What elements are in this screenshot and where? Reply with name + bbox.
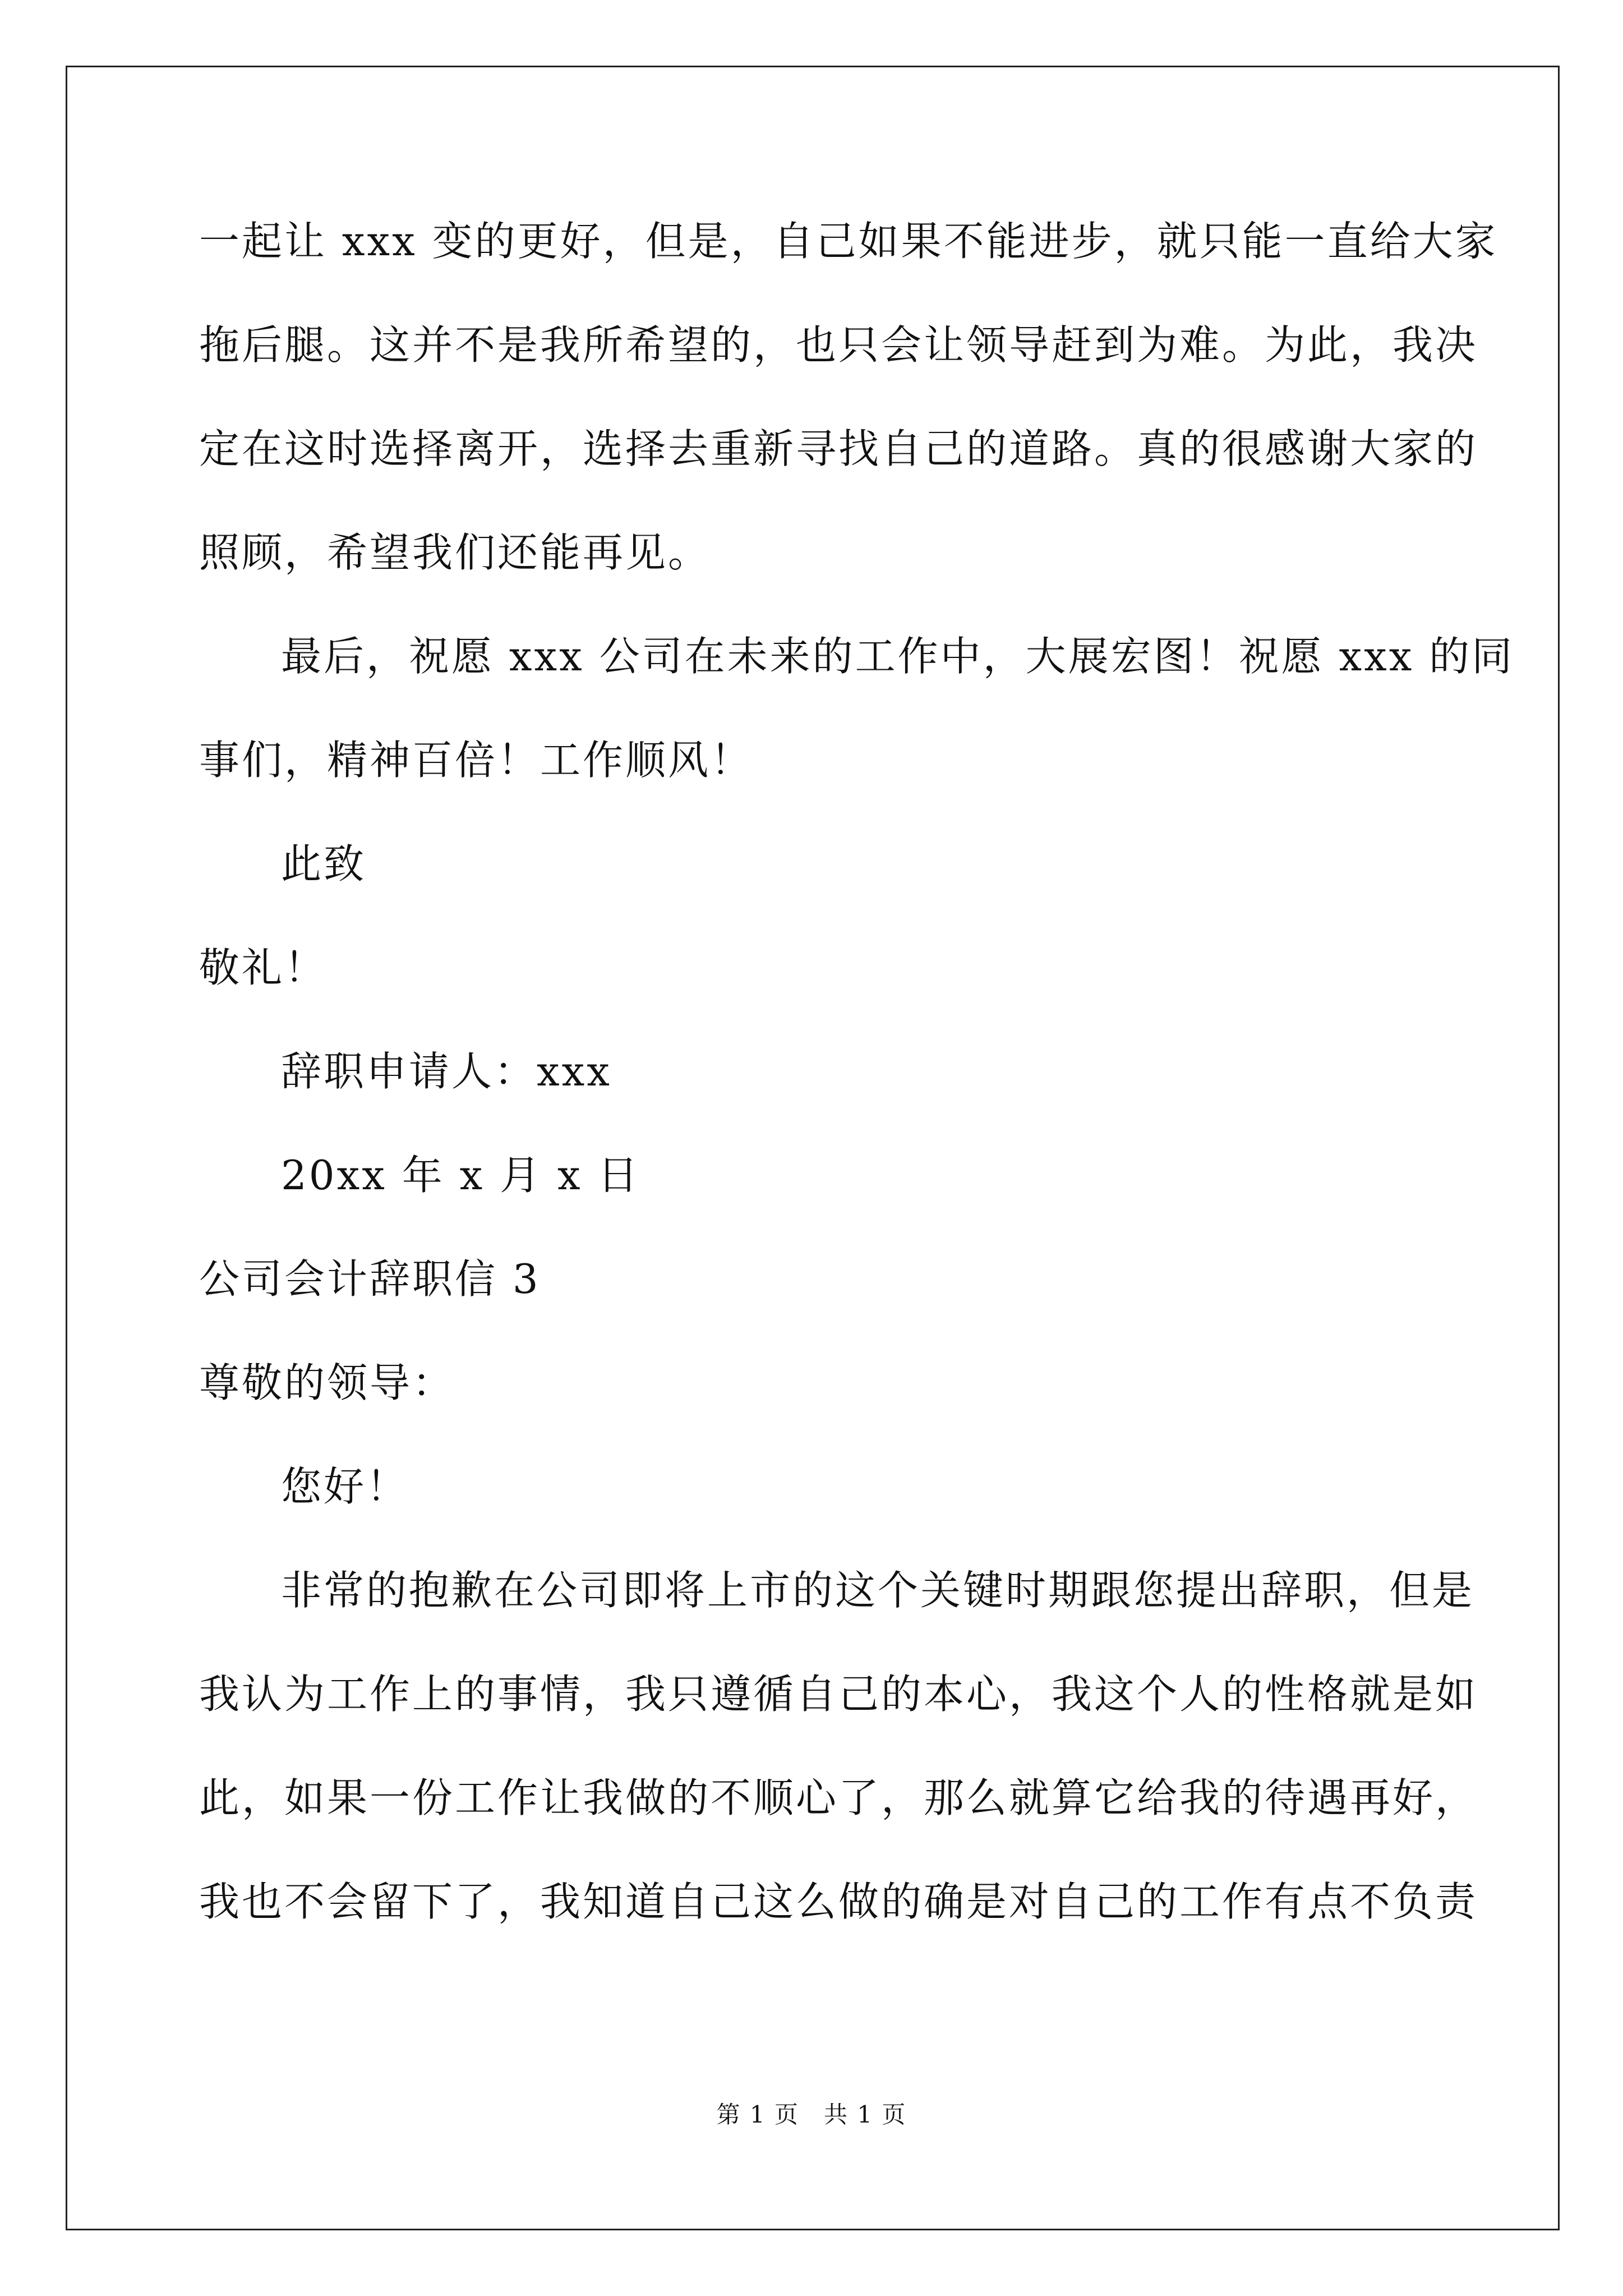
paragraph-line: 事们，精神百倍！工作顺风！ (199, 737, 754, 784)
signature-applicant: 辞职申请人：xxx (281, 1048, 612, 1095)
paragraph-line: 拖后腿。这并不是我所希望的，也只会让领导赶到为难。为此，我决 (199, 321, 1478, 369)
paragraph-line: 非常的抱歉在公司即将上市的这个关键时期跟您提出辞职，但是 (281, 1567, 1475, 1614)
closing-salutation: 此致 (281, 840, 367, 887)
paragraph-line: 我认为工作上的事情，我只遵循自己的本心，我这个人的性格就是如 (199, 1671, 1478, 1718)
section-heading: 公司会计辞职信 3 (199, 1255, 541, 1303)
paragraph-line: 一起让 xxx 变的更好，但是，自己如果不能进步，就只能一直给大家 (199, 218, 1498, 265)
paragraph-line: 定在这时选择离开，选择去重新寻找自己的道路。真的很感谢大家的 (199, 425, 1478, 472)
letter-greeting: 尊敬的领导： (199, 1359, 455, 1406)
paragraph-line: 此，如果一份工作让我做的不顺心了，那么就算它给我的待遇再好， (199, 1774, 1478, 1821)
page-footer: 第 1 页 共 1 页 (716, 2101, 907, 2128)
paragraph-line: 最后，祝愿 xxx 公司在未来的工作中，大展宏图！祝愿 xxx 的同 (281, 633, 1515, 680)
paragraph-line: 我也不会留下了，我知道自己这么做的确是对自己的工作有点不负责 (199, 1878, 1478, 1925)
letter-hello: 您好！ (281, 1463, 409, 1510)
signature-date: 20xx 年 x 月 x 日 (281, 1152, 640, 1199)
closing-regards: 敬礼！ (199, 944, 328, 991)
paragraph-line: 照顾，希望我们还能再见。 (199, 529, 711, 576)
